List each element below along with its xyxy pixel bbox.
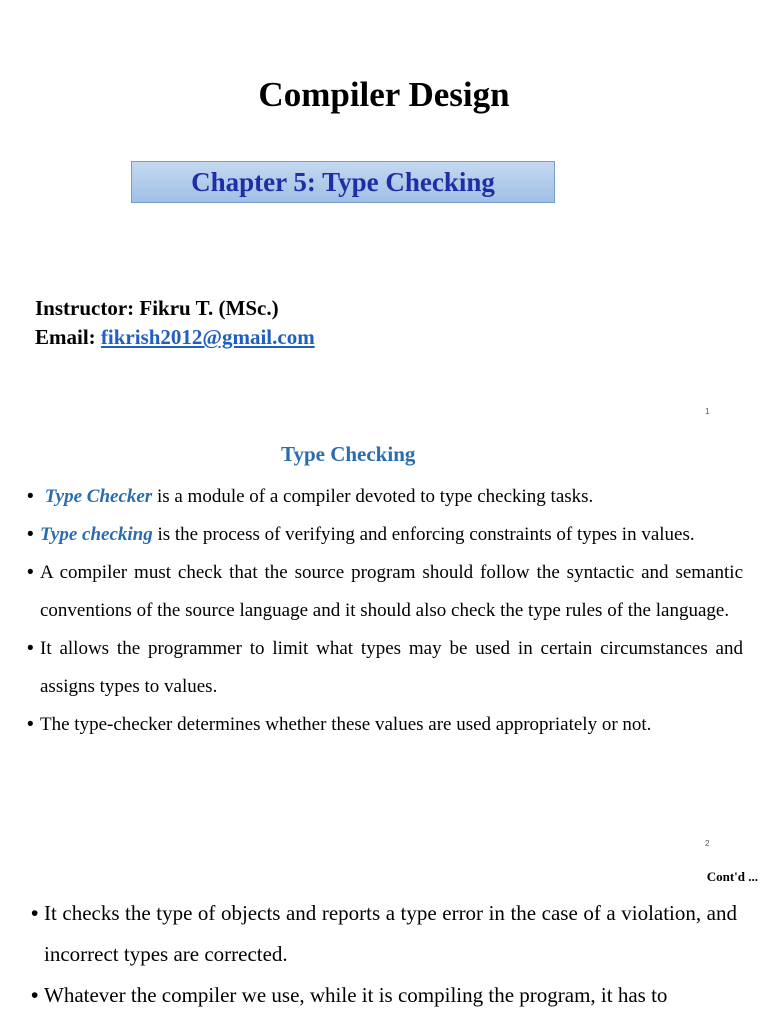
emphasis-term: Type Checker bbox=[44, 486, 153, 507]
bullet-item bbox=[27, 706, 743, 744]
chapter-title: Chapter 5: Type Checking bbox=[191, 166, 495, 197]
chapter-banner bbox=[131, 161, 555, 203]
bullet-dot-icon: • bbox=[27, 714, 34, 735]
bullet-dot-icon: • bbox=[27, 524, 34, 545]
bullet-dot-icon: • bbox=[31, 984, 39, 1007]
bullet-text: is the process of verifying and enforcing constraints of types in values. bbox=[152, 524, 695, 545]
bullet-item bbox=[27, 554, 743, 630]
bullet-list-type-checking bbox=[27, 478, 743, 744]
bullet-text: The type-checker determines whether these values are used appropriately or not. bbox=[40, 714, 652, 735]
bullet-dot-icon: • bbox=[31, 902, 39, 925]
bullet-dot-icon: • bbox=[27, 486, 34, 507]
bullet-dot-icon: • bbox=[27, 562, 34, 583]
bullet-text: Whatever the compiler we use, while it is compiling the program, it has to bbox=[44, 983, 668, 1007]
contd-heading: Cont'd ... bbox=[706, 869, 758, 884]
bullet-item bbox=[27, 478, 743, 516]
bullet-item bbox=[31, 893, 737, 975]
bullet-list-contd bbox=[31, 893, 737, 1016]
bullet-item bbox=[27, 630, 743, 706]
bullet-dot-icon: • bbox=[27, 638, 34, 659]
section-title: Type Checking bbox=[281, 442, 416, 466]
page-number-1: 1 bbox=[705, 407, 710, 416]
slide-title: Compiler Design bbox=[258, 75, 510, 114]
emphasis-term: Type checking bbox=[40, 524, 153, 545]
bullet-text: It checks the type of objects and reports a type error in the case of a violation, and incorrect types are corrected. bbox=[44, 901, 737, 966]
bullet-item bbox=[31, 975, 737, 1016]
bullet-text: is a module of a compiler devoted to type checking tasks. bbox=[152, 486, 594, 507]
bullet-item bbox=[27, 516, 743, 554]
email-link[interactable]: fikrish2012@gmail.com bbox=[100, 325, 315, 349]
email-line bbox=[35, 323, 315, 351]
email-label: Email: bbox=[35, 325, 101, 349]
bullet-text: A compiler must check that the source program should follow the syntactic and semantic conventions of the source language and it should also check the type rules of the language. bbox=[40, 562, 743, 621]
page-number-2: 2 bbox=[705, 839, 710, 848]
bullet-text: It allows the programmer to limit what types may be used in certain circumstances and assigns types to values. bbox=[40, 638, 743, 697]
instructor-line: Instructor: Fikru T. (MSc.) bbox=[35, 296, 279, 320]
